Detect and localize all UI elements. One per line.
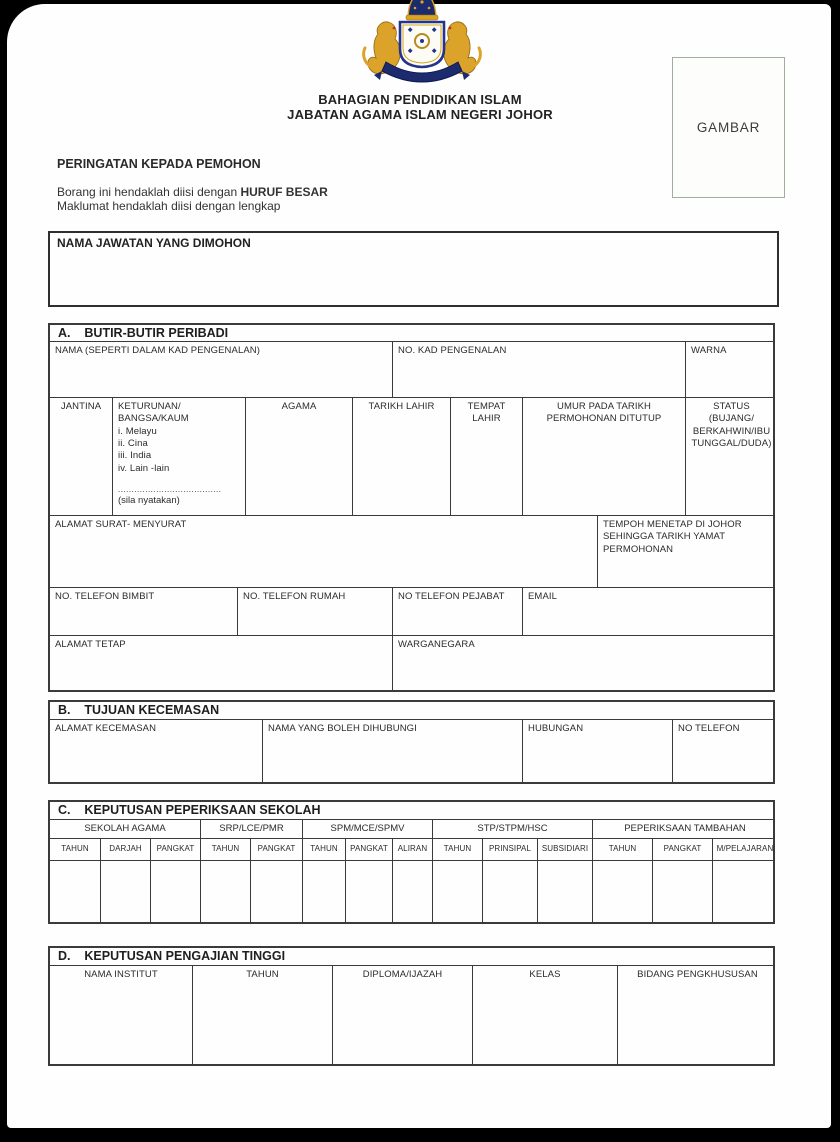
keturunan-option: ii. Cina bbox=[118, 438, 148, 450]
field-alamat-tetap-label: ALAMAT TETAP bbox=[55, 639, 126, 650]
section-b-row bbox=[50, 719, 773, 782]
section-c-title: C. KEPUTUSAN PEPERIKSAAN SEKOLAH bbox=[58, 803, 321, 817]
field-tempat-lahir[interactable] bbox=[450, 398, 522, 515]
photo-box[interactable] bbox=[672, 57, 785, 198]
notice-line1 bbox=[57, 185, 328, 199]
section-b-header bbox=[50, 702, 773, 719]
section-a-row2 bbox=[50, 397, 773, 515]
field-warganegara-label: WARGANEGARA bbox=[398, 639, 475, 650]
field-hubungan-label: HUBUNGAN bbox=[528, 723, 584, 734]
col-prinsipal: PRINSIPAL bbox=[482, 839, 537, 860]
status-label-line: STATUS bbox=[713, 401, 750, 412]
exam-entry-cell[interactable] bbox=[592, 861, 652, 922]
section-d-row bbox=[50, 965, 773, 1064]
field-status[interactable] bbox=[685, 398, 777, 515]
job-title-box bbox=[48, 231, 779, 307]
section-a-row1 bbox=[50, 341, 773, 397]
field-nama-institut-label: NAMA INSTITUT bbox=[84, 969, 158, 980]
exam-group-sekolah-agama: SEKOLAH AGAMA bbox=[84, 823, 166, 834]
notice-heading: PERINGATAN KEPADA PEMOHON bbox=[57, 157, 261, 171]
section-d-title: D. KEPUTUSAN PENGAJIAN TINGGI bbox=[58, 949, 286, 963]
field-nama-dihubungi[interactable] bbox=[262, 720, 522, 782]
col-pangkat: PANGKAT bbox=[345, 839, 392, 860]
keturunan-option: iii. India bbox=[118, 450, 152, 462]
exam-entry-cell[interactable] bbox=[200, 861, 250, 922]
photo-box-label: GAMBAR bbox=[696, 120, 761, 135]
field-diploma-ijazah-label: DIPLOMA/IJAZAH bbox=[362, 969, 443, 980]
exam-entry-cell[interactable] bbox=[50, 861, 100, 922]
field-nama-institut[interactable] bbox=[50, 966, 192, 1064]
field-telefon-rumah[interactable] bbox=[237, 588, 392, 635]
section-a-row3 bbox=[50, 515, 773, 587]
col-tahun: TAHUN bbox=[302, 839, 345, 860]
keturunan-label-line: KETURUNAN/ bbox=[118, 401, 181, 412]
field-nama-label: NAMA (SEPERTI DALAM KAD PENGENALAN) bbox=[55, 345, 260, 356]
field-telefon-pejabat[interactable] bbox=[392, 588, 522, 635]
org-title-line1: BAHAGIAN PENDIDIKAN ISLAM bbox=[318, 92, 522, 107]
field-no-telefon-kecemasan[interactable] bbox=[672, 720, 777, 782]
exam-entry-cell[interactable] bbox=[100, 861, 150, 922]
field-telefon-pejabat-label: NO TELEFON PEJABAT bbox=[398, 591, 505, 602]
exam-group-stp-stpm-hsc: STP/STPM/HSC bbox=[432, 820, 592, 838]
field-tahun-pengajian-label: TAHUN bbox=[246, 969, 279, 980]
exam-entry-cell[interactable] bbox=[392, 861, 432, 922]
exam-entry-cell[interactable] bbox=[150, 861, 200, 922]
exam-entry-cell[interactable] bbox=[652, 861, 712, 922]
field-hubungan[interactable] bbox=[522, 720, 672, 782]
field-telefon-bimbit-label: NO. TELEFON BIMBIT bbox=[55, 591, 155, 602]
field-alamat-surat-label: ALAMAT SURAT- MENYURAT bbox=[55, 519, 187, 530]
field-jantina-label: JANTINA bbox=[60, 401, 102, 412]
field-email[interactable] bbox=[522, 588, 777, 635]
field-email-label: EMAIL bbox=[528, 591, 558, 602]
exam-entry-cell[interactable] bbox=[712, 861, 777, 922]
field-alamat-kecemasan-label: ALAMAT KECEMASAN bbox=[55, 723, 157, 734]
field-telefon-bimbit[interactable] bbox=[50, 588, 237, 635]
exam-entry-cell[interactable] bbox=[302, 861, 345, 922]
section-d-table bbox=[48, 946, 775, 1066]
keturunan-option: i. Melayu bbox=[118, 425, 157, 437]
exam-entry-cell[interactable] bbox=[250, 861, 302, 922]
notice-line1-prefix: Borang ini hendaklah diisi dengan bbox=[57, 185, 241, 199]
exam-entry-cell[interactable] bbox=[482, 861, 537, 922]
field-jantina[interactable] bbox=[50, 398, 112, 515]
section-d-header bbox=[50, 948, 773, 965]
field-warna-label: WARNA bbox=[691, 345, 727, 356]
notice-line1-bold: HURUF BESAR bbox=[240, 185, 328, 199]
section-b-title: B. TUJUAN KECEMASAN bbox=[58, 703, 220, 717]
field-kelas[interactable] bbox=[472, 966, 617, 1064]
col-m-pelajaran: M/PELAJARAN bbox=[712, 839, 777, 860]
field-no-kad-pengenalan-label: NO. KAD PENGENALAN bbox=[398, 345, 507, 356]
section-a-header bbox=[50, 325, 773, 341]
field-nama-dihubungi-label: NAMA YANG BOLEH DIHUBUNGI bbox=[268, 723, 417, 734]
status-label-line: BERKAHWIN/IBU bbox=[692, 425, 771, 437]
field-diploma-ijazah[interactable] bbox=[332, 966, 472, 1064]
field-agama[interactable] bbox=[245, 398, 352, 515]
job-title-input-area[interactable] bbox=[50, 253, 777, 297]
section-c-group-row bbox=[50, 819, 773, 838]
col-pangkat: PANGKAT bbox=[150, 839, 200, 860]
keturunan-label-line: BANGSA/KAUM bbox=[118, 413, 189, 425]
col-tahun: TAHUN bbox=[592, 839, 652, 860]
field-umur[interactable] bbox=[522, 398, 685, 515]
field-alamat-kecemasan[interactable] bbox=[50, 720, 262, 782]
exam-entry-cell[interactable] bbox=[432, 861, 482, 922]
tempoh-label-line: PERMOHONAN bbox=[603, 543, 674, 555]
section-a-row4 bbox=[50, 587, 773, 635]
field-alamat-surat-menyurat[interactable] bbox=[50, 516, 597, 587]
johor-coat-of-arms-icon bbox=[352, 0, 492, 92]
keturunan-dotted-line[interactable]: ...................................... bbox=[118, 485, 222, 495]
field-bidang-pengkhususan-label: BIDANG PENGKHUSUSAN bbox=[637, 969, 758, 980]
field-telefon-rumah-label: NO. TELEFON RUMAH bbox=[243, 591, 346, 602]
section-c-entry-row bbox=[50, 860, 773, 922]
tempoh-label-line: SEHINGGA TARIKH YAMAT bbox=[603, 531, 726, 543]
field-agama-label: AGAMA bbox=[281, 401, 317, 412]
tempat-lahir-label-line: LAHIR bbox=[472, 413, 501, 425]
exam-group-peperiksaan-tambahan: PEPERIKSAAN TAMBAHAN bbox=[592, 820, 777, 838]
section-b-table bbox=[48, 700, 775, 784]
notice-line2: Maklumat hendaklah diisi dengan lengkap bbox=[57, 199, 281, 213]
keturunan-option: iv. Lain -lain bbox=[118, 462, 170, 474]
keturunan-note: (sila nyatakan) bbox=[118, 495, 180, 507]
field-no-kad-pengenalan[interactable] bbox=[392, 342, 685, 397]
col-tahun: TAHUN bbox=[432, 839, 482, 860]
field-alamat-tetap[interactable] bbox=[50, 636, 392, 690]
exam-group-spm-mce-spmv: SPM/MCE/SPMV bbox=[302, 820, 432, 838]
field-tempoh-menetap[interactable] bbox=[597, 516, 777, 587]
col-tahun: TAHUN bbox=[61, 844, 89, 853]
umur-label-line: PERMOHONAN DITUTUP bbox=[546, 413, 662, 425]
col-aliran: ALIRAN bbox=[392, 839, 432, 860]
letterhead bbox=[220, 92, 620, 122]
section-a-title: A. BUTIR-BUTIR PERIBADI bbox=[58, 325, 229, 340]
exam-group-srp-lce-pmr: SRP/LCE/PMR bbox=[200, 820, 302, 838]
col-subsidiari: SUBSIDIARI bbox=[537, 839, 592, 860]
field-tahun-pengajian[interactable] bbox=[192, 966, 332, 1064]
col-tahun: TAHUN bbox=[200, 839, 250, 860]
umur-label-line: UMUR PADA TARIKH bbox=[557, 401, 651, 412]
tempoh-label-line: TEMPOH MENETAP DI JOHOR bbox=[603, 519, 742, 530]
exam-entry-cell[interactable] bbox=[537, 861, 592, 922]
section-a-table bbox=[48, 323, 775, 692]
section-a-row5 bbox=[50, 635, 773, 690]
exam-entry-cell[interactable] bbox=[345, 861, 392, 922]
col-pangkat: PANGKAT bbox=[250, 839, 302, 860]
col-pangkat: PANGKAT bbox=[652, 839, 712, 860]
section-c-header bbox=[50, 802, 773, 819]
tempat-lahir-label-line: TEMPAT bbox=[467, 401, 506, 412]
section-c-table bbox=[48, 800, 775, 924]
job-title-label: NAMA JAWATAN YANG DIMOHON bbox=[57, 236, 251, 250]
field-warganegara[interactable] bbox=[392, 636, 777, 690]
col-darjah: DARJAH bbox=[100, 839, 150, 860]
field-tarikh-lahir-label: TARIKH LAHIR bbox=[368, 401, 435, 412]
status-label-line: (BUJANG/ bbox=[708, 413, 755, 425]
org-title-line2: JABATAN AGAMA ISLAM NEGERI JOHOR bbox=[287, 107, 553, 122]
field-keturunan[interactable] bbox=[112, 398, 245, 515]
field-bidang-pengkhususan[interactable] bbox=[617, 966, 777, 1064]
field-no-telefon-kecemasan-label: NO TELEFON bbox=[678, 723, 740, 734]
status-label-line: TUNGGAL/DUDA) bbox=[691, 438, 772, 450]
field-tarikh-lahir[interactable] bbox=[352, 398, 450, 515]
field-nama[interactable] bbox=[50, 342, 392, 397]
field-kelas-label: KELAS bbox=[529, 969, 561, 980]
field-warna[interactable] bbox=[685, 342, 777, 397]
section-c-subheader-row bbox=[50, 838, 773, 860]
